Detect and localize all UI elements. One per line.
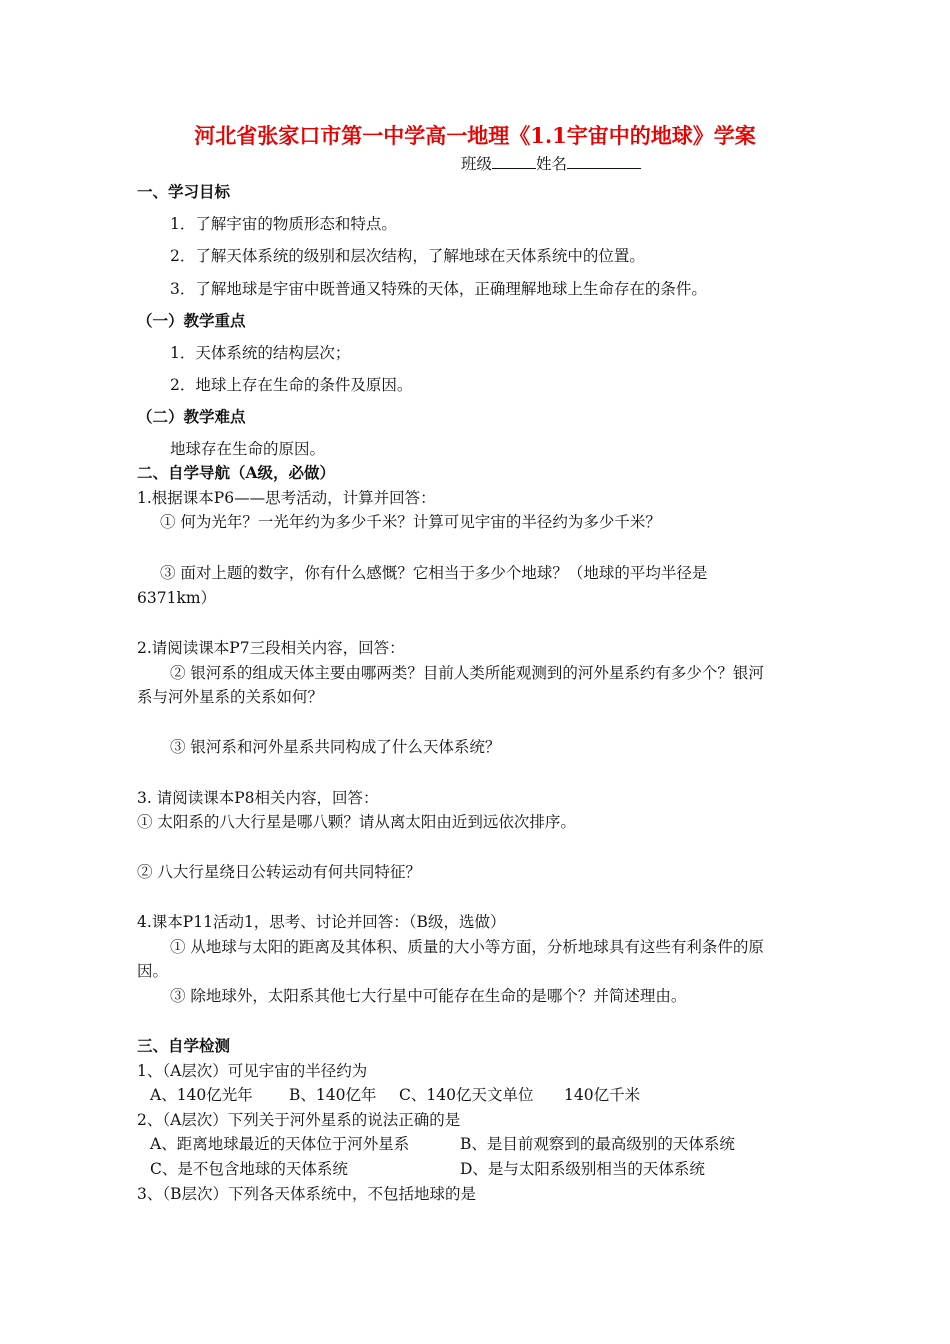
subheading-key-points: （一）教学重点 [137,311,246,330]
student-info-line [461,154,641,174]
option-c[interactable]: C、140亿天文单位 [399,1086,534,1104]
option-d[interactable]: D、是与太阳系级别相当的天体系统 [460,1160,705,1178]
name-label: 姓名 [536,155,568,173]
question-3a: ① 太阳系的八大行星是哪八颗？请从离太阳由近到远依次排序。 [137,813,576,831]
option-b[interactable]: B、是目前观察到的最高级别的天体系统 [460,1135,735,1153]
option-a[interactable]: A、距离地球最近的天体位于河外星系 [150,1135,410,1153]
question-2a-cont: 系与河外星系的关系如何？ [137,688,324,706]
question-1: 1.根据课本P6——思考活动，计算并回答： [137,489,436,507]
test-question-3: 3、（B层次）下列各天体系统中，不包括地球的是 [137,1185,477,1203]
difficulty-text: 地球存在生命的原因。 [170,440,326,458]
name-blank[interactable] [567,154,641,169]
key-point-item: 1．天体系统的结构层次； [170,344,351,362]
question-1b-cont: 6371km） [137,589,217,607]
option-a[interactable]: A、140亿光年 [150,1086,253,1104]
question-1b: ③ 面对上题的数字，你有什么感慨？它相当于多少个地球？（地球的平均半径是 [160,564,708,582]
option-d[interactable]: 140亿千米 [564,1086,641,1104]
question-4a-cont: 因。 [137,962,169,980]
class-label: 班级 [461,155,493,173]
question-4a: ① 从地球与太阳的距离及其体积、质量的大小等方面，分析地球具有这些有利条件的原 [170,938,764,956]
subheading-difficulty: （二）教学难点 [137,407,246,426]
section-heading-self-test: 三、自学检测 [137,1036,231,1055]
question-3: 3. 请阅读课本P8相关内容，回答： [137,789,379,807]
test-question-1: 1、（A层次）可见宇宙的半径约为 [137,1062,368,1080]
option-c[interactable]: C、是不包含地球的天体系统 [150,1160,348,1178]
option-b[interactable]: B、140亿年 [289,1086,377,1104]
class-blank[interactable] [492,154,536,169]
question-1a: ① 何为光年？一光年约为多少千米？计算可见宇宙的半径约为多少千米？ [160,513,661,531]
question-3b: ② 八大行星绕日公转运动有何共同特征？ [137,863,421,881]
key-point-item: 2．地球上存在生命的条件及原因。 [170,376,413,394]
document-title: 河北省张家口市第一中学高一地理《1.1宇宙中的地球》学案 [194,123,756,148]
question-4b: ③ 除地球外，太阳系其他七大行星中可能存在生命的是哪个？并简述理由。 [170,987,687,1005]
test-question-2-options-row1 [150,1134,735,1154]
question-2b: ③ 银河系和河外星系共同构成了什么天体系统？ [170,738,501,756]
goal-item: 1．了解宇宙的物质形态和特点。 [170,215,397,233]
goal-item: 2．了解天体系统的级别和层次结构，了解地球在天体系统中的位置。 [170,247,645,265]
question-4: 4.课本P11活动1，思考、讨论并回答：（B级，选做） [137,913,506,931]
question-2: 2.请阅读课本P7三段相关内容，回答： [137,639,405,657]
goal-item: 3．了解地球是宇宙中既普通又特殊的天体，正确理解地球上生命存在的条件。 [170,280,707,298]
test-question-2-options-row2 [150,1159,705,1179]
section-heading-self-study: 二、自学导航（A级，必做） [137,463,336,482]
test-question-1-options [150,1085,640,1105]
test-question-2: 2、（A层次）下列关于河外星系的说法正确的是 [137,1111,461,1129]
section-heading-goals: 一、学习目标 [137,182,231,201]
question-2a: ② 银河系的组成天体主要由哪两类？目前人类所能观测到的河外星系约有多少个？银河 [170,664,764,682]
